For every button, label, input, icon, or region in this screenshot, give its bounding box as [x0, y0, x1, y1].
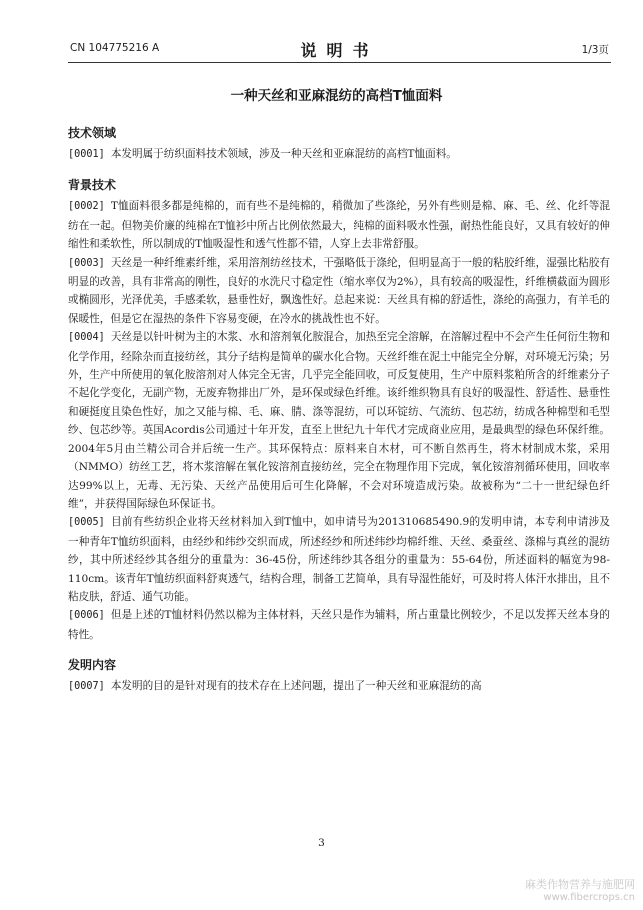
paragraph	[68, 513, 610, 606]
document-body	[68, 120, 610, 697]
paragraph-text: 本发明的目的是针对现有的技术存在上述问题，提出了一种天丝和亚麻混纺的高	[110, 680, 482, 693]
paragraph-text: 本发明属于纺织面料技术领域，涉及一种天丝和亚麻混纺的高档T恤面料。	[110, 148, 457, 160]
paragraph-number: [0002]	[68, 201, 105, 213]
paragraph-number: [0004]	[68, 332, 105, 344]
site-watermark	[525, 878, 635, 904]
page-of-count: 1/3页	[581, 44, 609, 56]
paragraph	[68, 677, 610, 696]
section-heading-invention: 发明内容	[68, 658, 117, 673]
paragraph	[68, 254, 610, 329]
paragraph	[68, 197, 610, 253]
paragraph	[68, 145, 610, 164]
header-rule	[68, 62, 611, 63]
page-header	[70, 38, 609, 58]
page-number: 3	[318, 837, 325, 849]
paragraph-text: 目前有些纺织企业将天丝材料加入到T恤中，如申请号为201310685490.9的发明申请，本专利申请涉及一种青年T恤纺织面料，由经纱和纬纱交织而成，所述经纱和所述纬纱均棉纤维、天丝、桑蚕丝、涤棉与真丝的混纺纱，其中所述经纱其各组分的重量为：36-45份，所述纬纱其各组分的重量为：55-64份，所述面料的幅宽为98-110cm。该青年T恤纺织面料舒爽透气，结构合理，制备工艺简单，具有导湿性能好，可及时将人体汗水排出，且不粘皮肤，舒适、通气功能。	[68, 516, 610, 603]
paragraph	[68, 328, 610, 513]
paragraph	[68, 606, 610, 644]
paragraph-number: [0005]	[68, 517, 105, 529]
paragraph-text: 天丝是以针叶树为主的木浆、水和溶剂氧化胺混合，加热至完全溶解，在溶解过程中不会产生任何衍生物和化学作用，经除杂而直接纺丝，其分子结构是简单的碳水化合物。天丝纤维在泥土中能完全分解，对环境无污染；另外，生产中所使用的氧化胺溶剂对人体完全无害，几乎完全能回收，可反复使用，生产中原料浆粕所含的纤维素分子不起化学变化，无副产物，无废弃物排出厂外，是环保或绿色纤维。该纤维织物具有良好的吸湿性、舒适性、悬垂性和硬挺度且染色性好，加之又能与棉、毛、麻、腈、涤等混纺，可以环锭纺、气流纺、包芯纺，纺成各种棉型和毛型纱、包芯纱等。英国Acordis公司通过十年开发，直至上世纪九十年代才完成商业应用，是最典型的绿色环保纤维。2004年5月由兰精公司合并后统一生产。其环保特点：原料来自木材，可不断自然再生，将木材制成木浆，采用（NMMO）纺丝工艺，将木浆溶解在氧化铵溶剂直接纺丝，完全在物理作用下完成，氧化铵溶剂循环使用，回收率达99%以上，无毒、无污染、天丝产品使用后可生化降解，不会对环境造成污染。故被称为“二十一世纪绿色纤维”，并获得国际绿色环保证书。	[68, 331, 610, 510]
paragraph-text: 但是上述的T恤材料仍然以棉为主体材料，天丝只是作为辅料，所占重量比例较少，不足以发挥天丝本身的特性。	[68, 609, 610, 641]
section-heading-tech-field: 技术领域	[68, 126, 117, 140]
patent-number: CN 104775216 A	[70, 42, 160, 54]
paragraph-text: T恤面料很多都是纯棉的，而有些不是纯棉的，稍微加了些涤纶，另外有些则是棉、麻、毛、丝、化纤等混纺在一起。但物美价廉的纯棉在T恤衫中所占比例依然最大，纯棉的面料吸水性强，耐热性能良好，又具有较好的伸缩性和柔软性，所以制成的T恤吸湿性和透气性都不错，人穿上去非常舒服。	[68, 200, 610, 251]
paragraph-text: 天丝是一种纤维素纤维，采用溶剂纺丝技术，干强略低于涤纶，但明显高于一般的粘胶纤维，湿强比粘胶有明显的改善，具有非常高的刚性，良好的水洗尺寸稳定性（缩水率仅为2%），具有较高的吸湿性，纤维横截面为圆形或椭圆形，光泽优美，手感柔软，悬垂性好，飘逸性好。总起来说：天丝具有棉的舒适性，涤纶的高强力，有羊毛的保暖性，但是它在湿热的条件下容易变硬，在冷水的挑战性也不好。	[68, 256, 610, 325]
document-type: 说明书	[300, 41, 379, 60]
paragraph-number: [0003]	[68, 257, 105, 269]
paragraph-number: [0006]	[68, 610, 105, 622]
watermark-url: www.fibercrops.cn	[543, 892, 635, 903]
paragraph-number: [0007]	[68, 681, 105, 693]
document-title: 一种天丝和亚麻混纺的高档T恤面料	[230, 88, 443, 104]
paragraph-number: [0001]	[68, 149, 105, 160]
watermark-site-name: 麻类作物营养与施肥网	[525, 878, 635, 891]
section-heading-background: 背景技术	[68, 178, 117, 193]
